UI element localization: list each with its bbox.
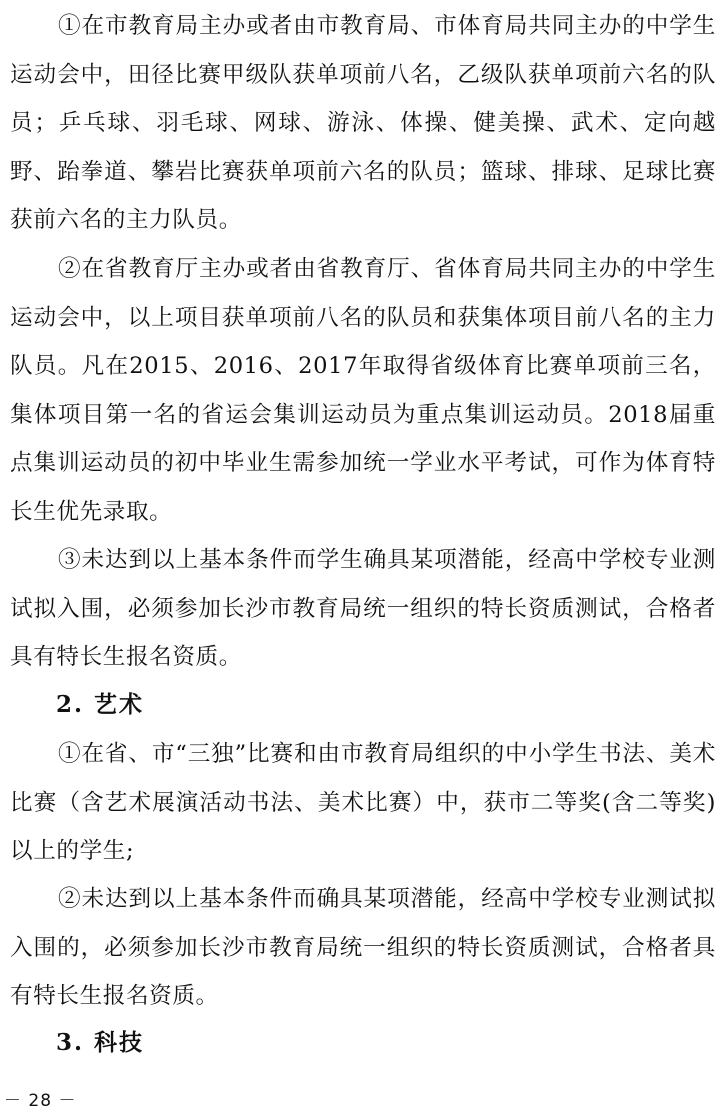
paragraph-sports-city: ①在市教育局主办或者由市教育局、市体育局共同主办的中学生运动会中，田径比赛甲级队获单项前八名，乙级队获单项前六名的队员；乒乓球、羽毛球、网球、游泳、体操、健美操、武术、定向越野、跆拳道、攀岩比赛获单项前六名的队员；篮球、排球、足球比赛获前六名的主力队员。 (10, 13, 716, 234)
paragraph-art-potential: ②未达到以上基本条件而确具某项潜能，经高中学校专业测试拟入围的，必须参加长沙市教育局统一组织的特长资质测试，合格者具有特长生报名资质。 (10, 886, 716, 1010)
paragraph-art-awards: ①在省、市“三独”比赛和由市教育局组织的中小学生书法、美术比赛（含艺术展演活动书法、美术比赛）中，获市二等奖(含二等奖)以上的学生; (10, 741, 716, 865)
section-heading-art: 2. 艺术 (56, 691, 145, 718)
paragraph-sports-potential: ③未达到以上基本条件而学生确具某项潜能，经高中学校专业测试拟入围，必须参加长沙市教育局统一组织的特长资质测试，合格者具有特长生报名资质。 (10, 547, 716, 671)
paragraph-sports-province: ②在省教育厅主办或者由省教育厅、省体育局共同主办的中学生运动会中，以上项目获单项前八名的队员和获集体项目前八名的主力队员。凡在2015、2016、2017年取得省级体育比赛单项前三名，集体项目第一名的省运会集训运动员为重点集训运动员。2018届重点集训运动员的初中毕业生需参加统一学业水平考试，可作为体育特长生优先录取。 (10, 256, 716, 525)
page-number: － 28 － (4, 1091, 77, 1111)
section-heading-tech: 3. 科技 (56, 1029, 145, 1056)
